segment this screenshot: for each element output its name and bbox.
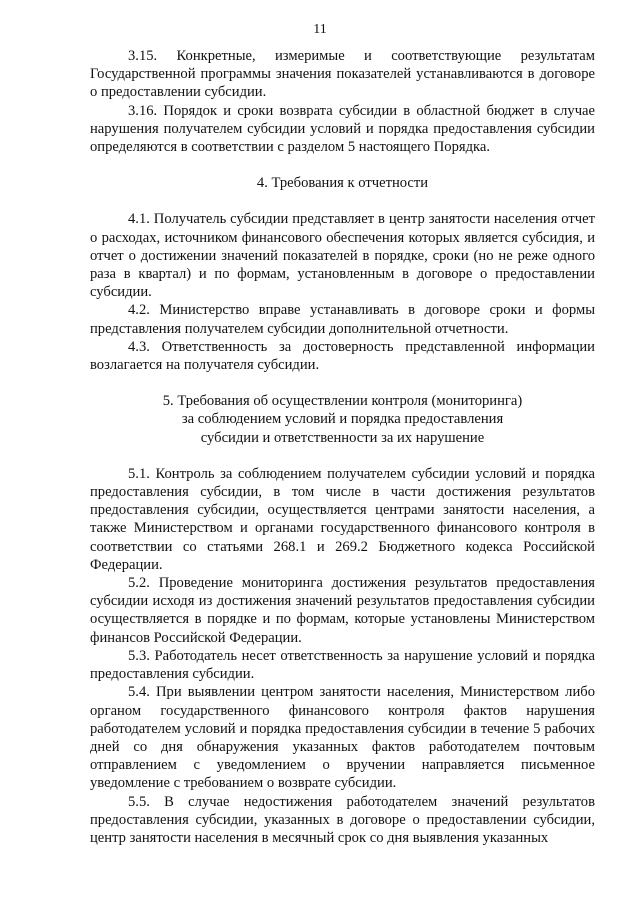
paragraph-5-1: 5.1. Контроль за соблюдением получателем субсидии условий и порядка предоставления субсидии, в том числе в части достижения результатов предоставления субсидии, осуществляется центрами занятости населения, а также Министерством и органами государственного финансового контроля в соответствии со статьями 268.1 и 269.2 Бюджетного кодекса Российской Федерации. (90, 465, 595, 573)
paragraph-5-3: 5.3. Работодатель несет ответственность за нарушение условий и порядка предоставления субсидии. (90, 647, 595, 683)
spacer (90, 192, 595, 210)
document-body (90, 47, 595, 847)
paragraph-4-1: 4.1. Получатель субсидии представляет в центр занятости населения отчет о расходах, источником финансового обеспечения которых является субсидия, и отчет о достижении значений показателей в порядке, сроки (но не реже одного раза в квартал) и по формам, установленным в договоре о предоставлении субсидии. (90, 211, 595, 301)
section-5-heading-line-1: 5. Требования об осуществлении контроля (мониторинга) (162, 393, 523, 410)
paragraph-5-4: 5.4. При выявлении центром занятости населения, Министерством либо органом государственного финансового контроля фактов нарушения работодателем условий и порядка предоставления субсидии в течение 5 рабочих дней со дня обнаружения указанных фактов работодателем почтовым отправлением с уведомлением о вручении направляется письменное уведомление с требованием о возврате субсидии. (90, 684, 595, 792)
paragraph-4-2: 4.2. Министерство вправе устанавливать в договоре сроки и формы представления получателем субсидии дополнительной отчетности. (90, 302, 595, 337)
spacer (90, 447, 595, 465)
spacer (90, 156, 595, 174)
paragraph-3-15: 3.15. Конкретные, измеримые и соответствующие результатам Государственной программы значения показателей устанавливаются в договоре о предоставлении субсидии. (90, 48, 595, 101)
spacer (90, 374, 595, 392)
section-5-heading-line-3: субсидии и ответственности за их нарушение (200, 429, 485, 446)
paragraph-4-3: 4.3. Ответственность за достоверность представленной информации возлагается на получателя субсидии. (90, 338, 595, 374)
section-5-heading-line-2: за соблюдением условий и порядка предоставления (181, 411, 504, 428)
paragraph-5-5: 5.5. В случае недостижения работодателем значений результатов предоставления субсидии, указанных в договоре о предоставлении субсидии, центр занятости населения в месячный срок со дня выявления указанных (90, 793, 595, 846)
section-5-heading (90, 392, 595, 447)
paragraph-3-16: 3.16. Порядок и сроки возврата субсидии в областной бюджет в случае нарушения получателем субсидии условий и порядка предоставления субсидии определяются в соответствии с разделом 5 настоящего Порядка. (90, 102, 595, 156)
section-4-heading: 4. Требования к отчетности (256, 175, 429, 192)
page-number: 11 (313, 22, 327, 37)
paragraph-5-2: 5.2. Проведение мониторинга достижения результатов предоставления субсидии исходя из достижения значений результатов предоставления субсидии осуществляется в порядке и по формам, которые установлены Министерством финансов Российской Федерации. (90, 575, 595, 646)
